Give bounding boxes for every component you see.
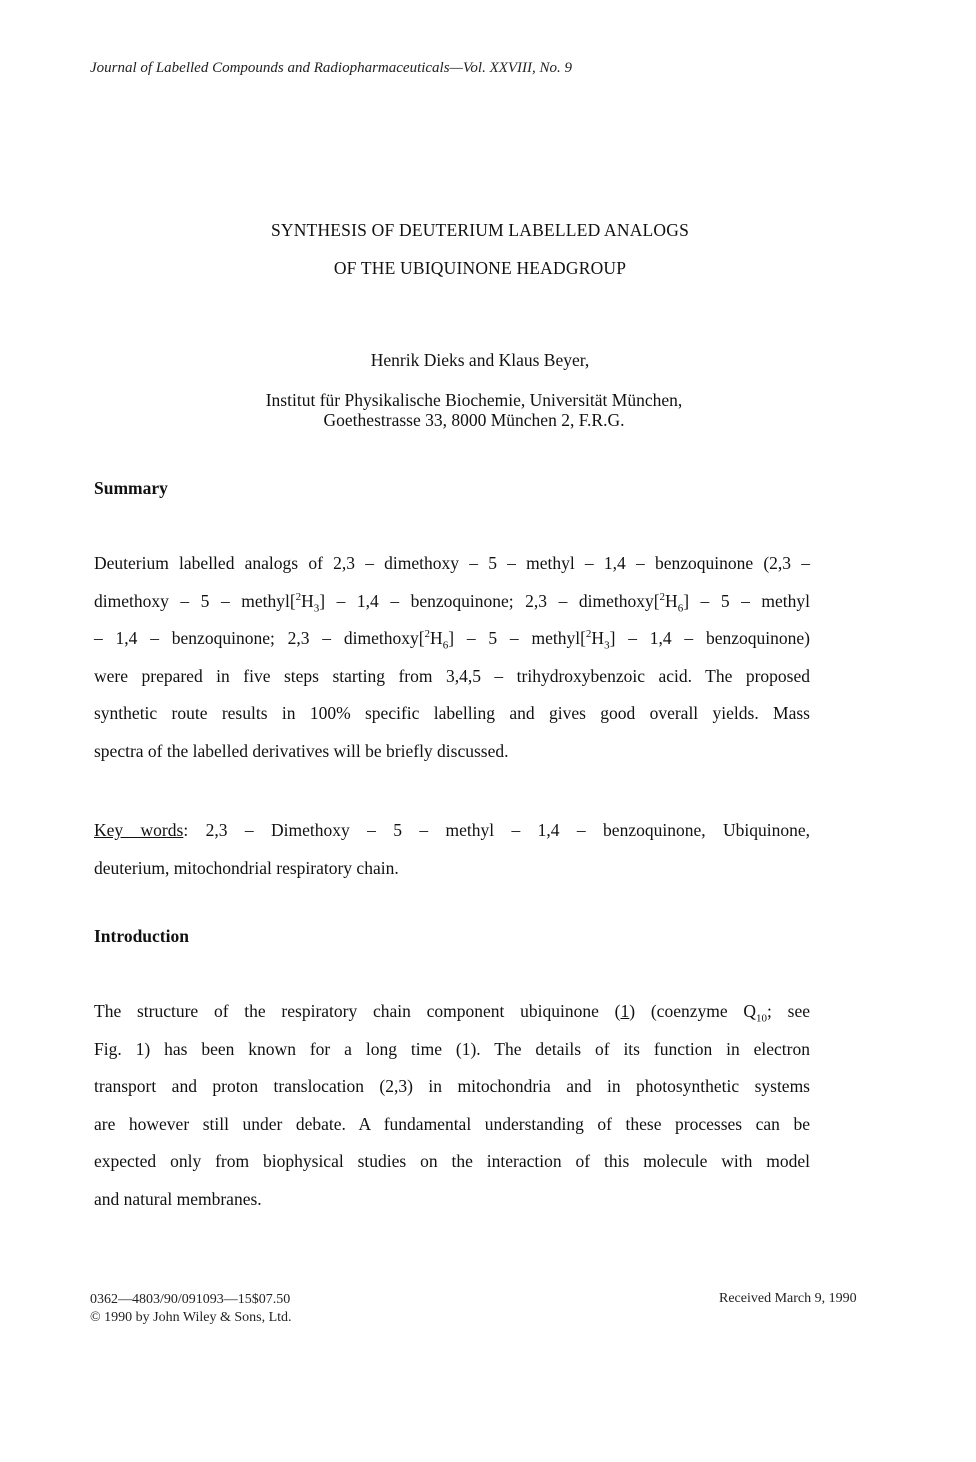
journal-header: Journal of Labelled Compounds and Radiopharmaceuticals—Vol. XXVIII, No. 9 xyxy=(90,60,573,76)
superscript: 2 xyxy=(585,628,592,641)
affiliation-line-2: Goethestrasse 33, 8000 München 2, F.R.G. xyxy=(323,410,625,430)
intro-line-6: and natural membranes. xyxy=(94,1188,262,1209)
text-span: dimethoxy – 5 – methyl[ xyxy=(94,590,296,611)
subscript: 6 xyxy=(677,602,684,615)
footer-code: 0362—4803/90/091093—15$07.50 xyxy=(90,1292,291,1307)
text-span: The structure of the respiratory chain component ubiquinone ( xyxy=(94,1001,621,1021)
authors: Henrik Dieks and Klaus Beyer, xyxy=(370,350,590,370)
title-line-2: OF THE UBIQUINONE HEADGROUP xyxy=(333,258,627,278)
text-span: H xyxy=(591,628,605,649)
superscript: 2 xyxy=(659,590,666,603)
text-span: ] – 5 – methyl[ xyxy=(448,628,586,649)
intro-line-1 xyxy=(94,993,810,1031)
text-span: ) (coenzyme Q xyxy=(629,1001,757,1021)
summary-line-1: Deuterium labelled analogs of 2,3 – dimethoxy – 5 – methyl – 1,4 – benzoquinone (2,3 – xyxy=(94,553,810,573)
compound-reference: 1 xyxy=(620,1001,630,1021)
introduction-heading: Introduction xyxy=(94,926,189,946)
text-span: H xyxy=(665,590,678,611)
subscript: 3 xyxy=(604,639,610,652)
superscript: 2 xyxy=(295,590,302,603)
text-span: – 1,4 – benzoquinone; 2,3 – dimethoxy[ xyxy=(94,628,425,649)
intro-line-4: are however still under debate. A fundamental understanding of these processes can be xyxy=(94,1113,810,1134)
summary-paragraph xyxy=(94,545,810,771)
text-span: ] – 5 – methyl xyxy=(683,590,810,611)
keywords-label: Key words xyxy=(94,820,184,840)
text-span: H xyxy=(301,590,314,611)
affiliation xyxy=(0,390,948,430)
subscript: 10 xyxy=(756,1012,768,1025)
intro-line-2: Fig. 1) has been known for a long time (1). The details of its function in electron xyxy=(94,1038,810,1059)
keywords-line-1 xyxy=(94,812,810,850)
summary-line-2 xyxy=(94,583,810,621)
introduction-paragraph xyxy=(94,993,810,1219)
summary-line-5: synthetic route results in 100% specific labelling and gives good overall yields. Mass xyxy=(94,703,810,724)
summary-line-6: spectra of the labelled derivatives will be briefly discussed. xyxy=(94,740,509,761)
footer-copyright: © 1990 by John Wiley & Sons, Ltd. xyxy=(90,1310,292,1325)
keywords-line-2: deuterium, mitochondrial respiratory chain. xyxy=(94,857,399,878)
keywords-paragraph xyxy=(94,812,810,887)
affiliation-line-1: Institut für Physikalische Biochemie, Universität München, xyxy=(265,390,683,410)
footer-publication-info xyxy=(90,1291,292,1327)
intro-line-3: transport and proton translocation (2,3) in mitochondria and in photosynthetic systems xyxy=(94,1076,810,1097)
title-line-1: SYNTHESIS OF DEUTERIUM LABELLED ANALOGS xyxy=(270,220,690,240)
text-span: ] – 1,4 – benzoquinone; 2,3 – dimethoxy[ xyxy=(319,590,660,611)
subscript: 3 xyxy=(313,602,320,615)
summary-heading: Summary xyxy=(94,478,168,498)
text-span: ] – 1,4 – benzoquinone) xyxy=(609,628,810,649)
text-span: ; see xyxy=(767,1001,810,1021)
superscript: 2 xyxy=(424,628,431,641)
text-span: : 2,3 – Dimethoxy – 5 – methyl – 1,4 – benzoquinone, Ubiquinone, xyxy=(183,820,810,840)
summary-line-4: were prepared in five steps starting from 3,4,5 – trihydroxybenzoic acid. The proposed xyxy=(94,665,810,686)
intro-line-5: expected only from biophysical studies on the interaction of this molecule with model xyxy=(94,1151,810,1172)
subscript: 6 xyxy=(442,639,449,652)
summary-line-3 xyxy=(94,620,810,658)
footer-received-date: Received March 9, 1990 xyxy=(719,1291,857,1306)
text-span: H xyxy=(430,628,443,649)
